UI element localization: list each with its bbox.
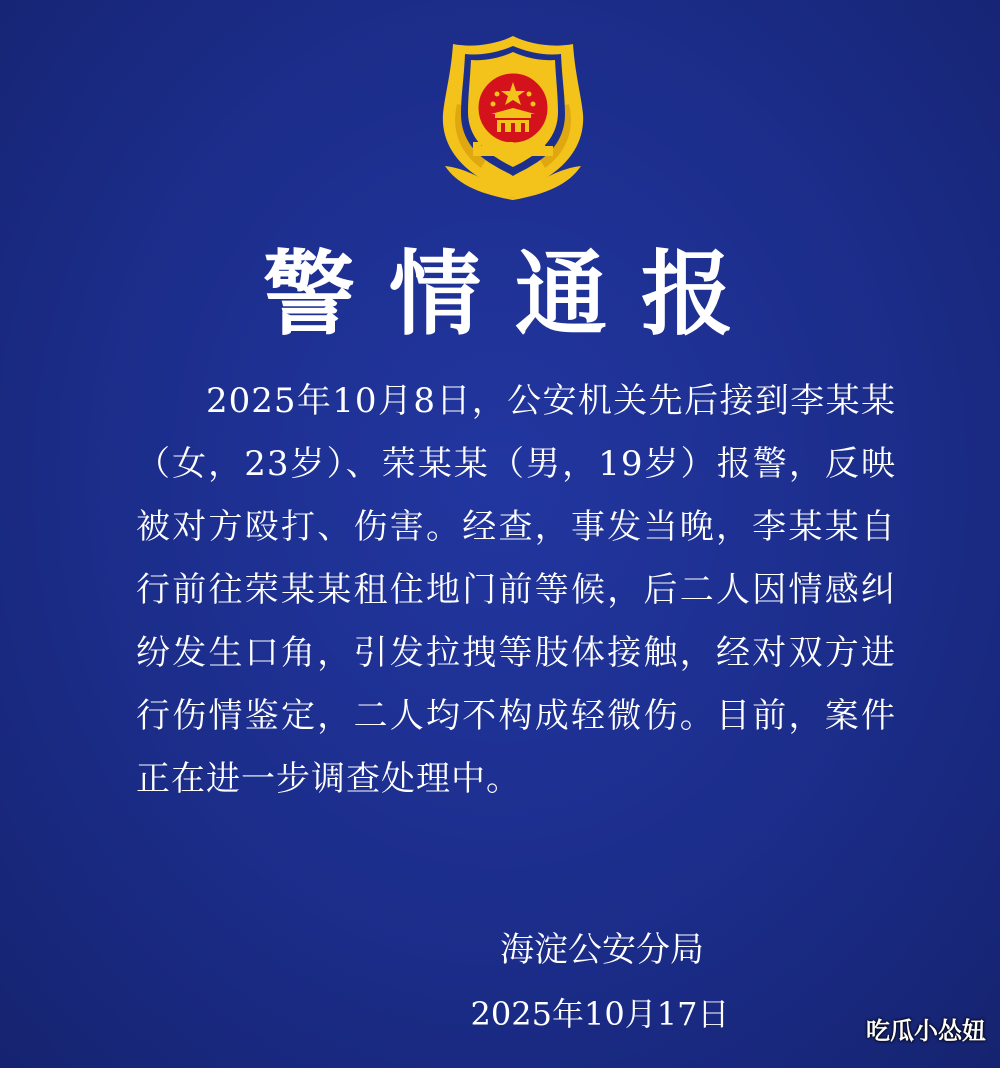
- watermark: 吃瓜小怂妞: [866, 1017, 986, 1045]
- notice-body: [136, 370, 896, 811]
- page-title: 警情通报: [262, 241, 767, 348]
- police-emblem-icon: [437, 34, 589, 200]
- issuing-authority: 海淀公安分局: [500, 930, 704, 970]
- notice-body-text: 2025年10月8日，公安机关先后接到李某某（女，23岁）、荣某某（男，19岁）报警，反映被对方殴打、伤害。经查，事发当晚，李某某自行前往荣某某租住地门前等候，后二人因情感纠纷发生口角，引发拉拽等肢体接触，经对双方进行伤情鉴定，二人均不构成轻微伤。目前，案件正在进一步调查处理中。: [136, 381, 896, 799]
- issue-date: 2025年10月17日: [470, 995, 730, 1033]
